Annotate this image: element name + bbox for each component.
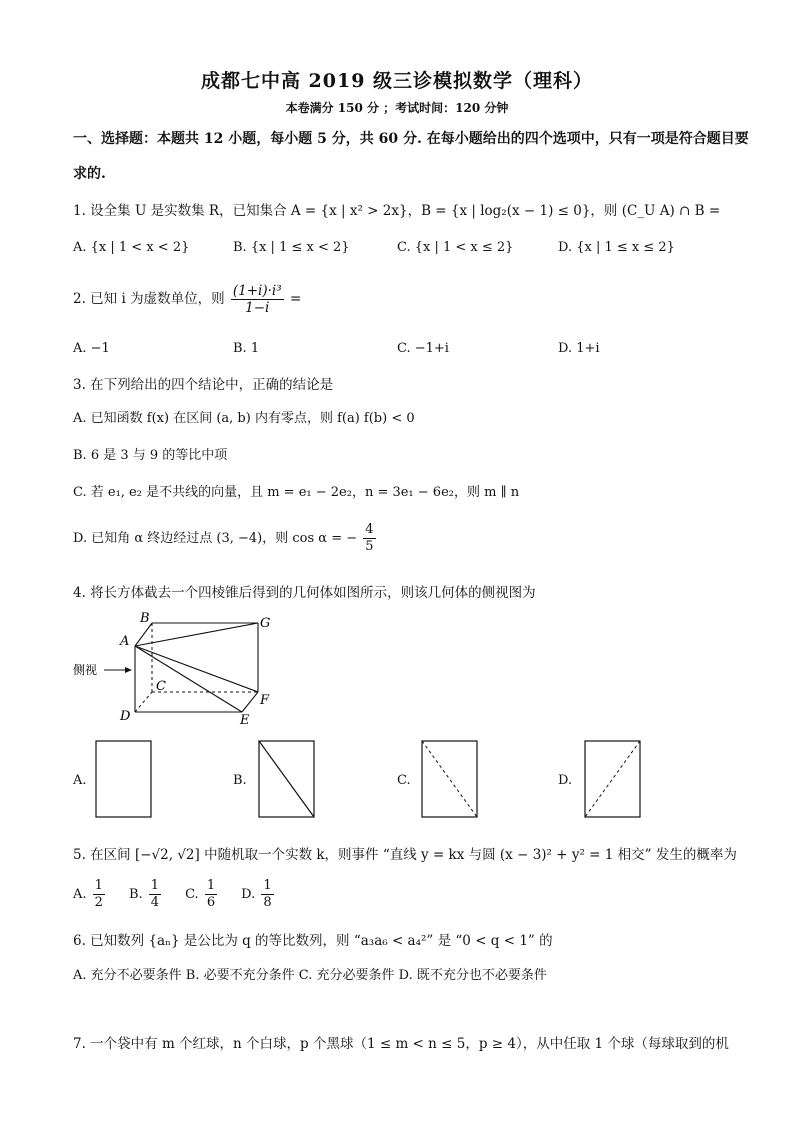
question-1-option-d: D. {x | 1 ≤ x ≤ 2} <box>558 240 675 255</box>
question-2-option-b: B. 1 <box>233 341 260 356</box>
question-4-stem: 4. 将长方体截去一个四棱锥后得到的几何体如图所示，则该几何体的侧视图为 <box>73 585 536 601</box>
point-f-label: F <box>260 693 270 708</box>
question-5-option-b <box>129 878 163 911</box>
question-5-options <box>73 878 276 911</box>
question-2-fraction <box>231 283 284 316</box>
question-4-option-a-label: A. <box>73 773 87 788</box>
question-2-prefix: 2. 已知 i 为虚数单位，则 <box>73 291 225 307</box>
option-denominator: 8 <box>263 895 272 910</box>
question-5-stem: 5. 在区间 [−√2, √2] 中随机取一个实数 k，则事件 “直线 y = kx 与圆 (x − 3)² + y² = 1 相交” 发生的概率为 <box>73 847 737 863</box>
question-4-option-b-figure <box>258 740 316 820</box>
question-6-stem: 6. 已知数列 {aₙ} 是公比为 q 的等比数列，则 “a₃a₆ < a₄²” 是 “0 < q < 1” 的 <box>73 933 553 949</box>
question-3-stem: 3. 在下列给出的四个结论中，正确的结论是 <box>73 377 334 393</box>
point-c-label: C <box>156 679 166 694</box>
question-4-option-b-label: B. <box>233 773 247 788</box>
question-3-option-b: B. 6 是 3 与 9 的等比中项 <box>73 448 228 463</box>
option-numerator: 1 <box>94 878 103 893</box>
question-3-option-c: C. 若 e₁, e₂ 是不共线的向量，且 m = e₁ − 2e₂，n = 3e₁ − 6e₂，则 m ∥ n <box>73 485 520 500</box>
question-2-option-d: D. 1+i <box>558 341 600 356</box>
edge-ab <box>135 623 152 646</box>
edge-ae <box>135 646 242 712</box>
option-numerator: 1 <box>263 878 272 893</box>
side-view-arrowhead <box>125 667 132 673</box>
option-label: D. <box>241 887 256 902</box>
question-3-option-a: A. 已知函数 f(x) 在区间 (a, b) 内有零点，则 f(a) f(b) < 0 <box>73 411 415 426</box>
question-4-option-d-figure <box>584 740 642 820</box>
question-4-option-d-label: D. <box>558 773 573 788</box>
question-3-option-d-fraction <box>363 522 375 555</box>
point-e-label: E <box>240 713 250 726</box>
point-b-label: B <box>140 611 150 626</box>
page-title: 成都七中高 2019 级三诊模拟数学（理科） <box>200 70 594 92</box>
option-denominator: 4 <box>150 895 160 910</box>
question-2-denominator: 1−i <box>245 300 270 316</box>
question-1-option-c: C. {x | 1 < x ≤ 2} <box>397 240 514 255</box>
edge-af <box>135 646 258 692</box>
section-heading-line2: 求的. <box>73 166 106 182</box>
option-denominator: 2 <box>94 895 103 910</box>
section-heading-line1: 一、选择题：本题共 12 小题，每小题 5 分，共 60 分. 在每小题给出的四个选项中，只有一项是符合题目要 <box>73 131 749 147</box>
question-7-stem: 7. 一个袋中有 m 个红球，n 个白球，p 个黑球（1 ≤ m < n ≤ 5，p ≥ 4），从中任取 1 个球（每球取到的机 <box>73 1036 729 1052</box>
point-g-label: G <box>260 616 271 631</box>
question-2-option-a: A. −1 <box>73 341 110 356</box>
hidden-edge-dc <box>135 692 152 712</box>
question-1-stem: 1. 设全集 U 是实数集 R，已知集合 A = {x | x² > 2x}，B = {x | log₂(x − 1) ≤ 0}，则 (C_U A) ∩ B = <box>73 203 721 219</box>
question-4-option-c-label: C. <box>397 773 411 788</box>
question-3-option-d-prefix: D. 已知角 α 终边经过点 (3, −4)，则 cos α = − <box>73 531 358 546</box>
question-2-numerator: (1+i)·i³ <box>232 283 282 299</box>
question-5-option-d <box>241 878 276 911</box>
point-a-label: A <box>120 634 130 649</box>
question-1-option-b: B. {x | 1 ≤ x < 2} <box>233 240 350 255</box>
question-4-option-a-figure <box>95 740 153 820</box>
option-numerator: 1 <box>150 878 160 893</box>
question-2-option-c: C. −1+i <box>397 341 449 356</box>
question-4-solid-figure <box>72 608 282 726</box>
option-denominator: 6 <box>206 895 216 910</box>
page-subtitle: 本卷满分 150 分 ；考试时间：120 分钟 <box>285 101 509 115</box>
question-3-option-d <box>73 522 378 555</box>
question-3-option-d-numerator: 4 <box>365 522 374 537</box>
question-6-options: A. 充分不必要条件 B. 必要不充分条件 C. 充分必要条件 D. 既不充分也不必要条件 <box>73 968 547 983</box>
question-2-suffix: = <box>289 291 302 307</box>
option-label: C. <box>185 887 199 902</box>
option-label: B. <box>128 887 143 902</box>
edge-ef <box>242 692 258 712</box>
side-view-label: 侧视 <box>73 663 98 677</box>
question-2-stem <box>73 283 301 316</box>
question-5-option-a <box>73 878 107 911</box>
question-3-option-d-denominator: 5 <box>365 539 374 554</box>
option-label: A. <box>73 887 87 902</box>
point-d-label: D <box>120 709 131 724</box>
question-1-option-a: A. {x | 1 < x < 2} <box>73 240 190 255</box>
option-numerator: 1 <box>206 878 216 893</box>
question-5-option-c <box>185 878 219 911</box>
edge-ag <box>135 623 258 646</box>
question-4-option-c-figure <box>421 740 479 820</box>
